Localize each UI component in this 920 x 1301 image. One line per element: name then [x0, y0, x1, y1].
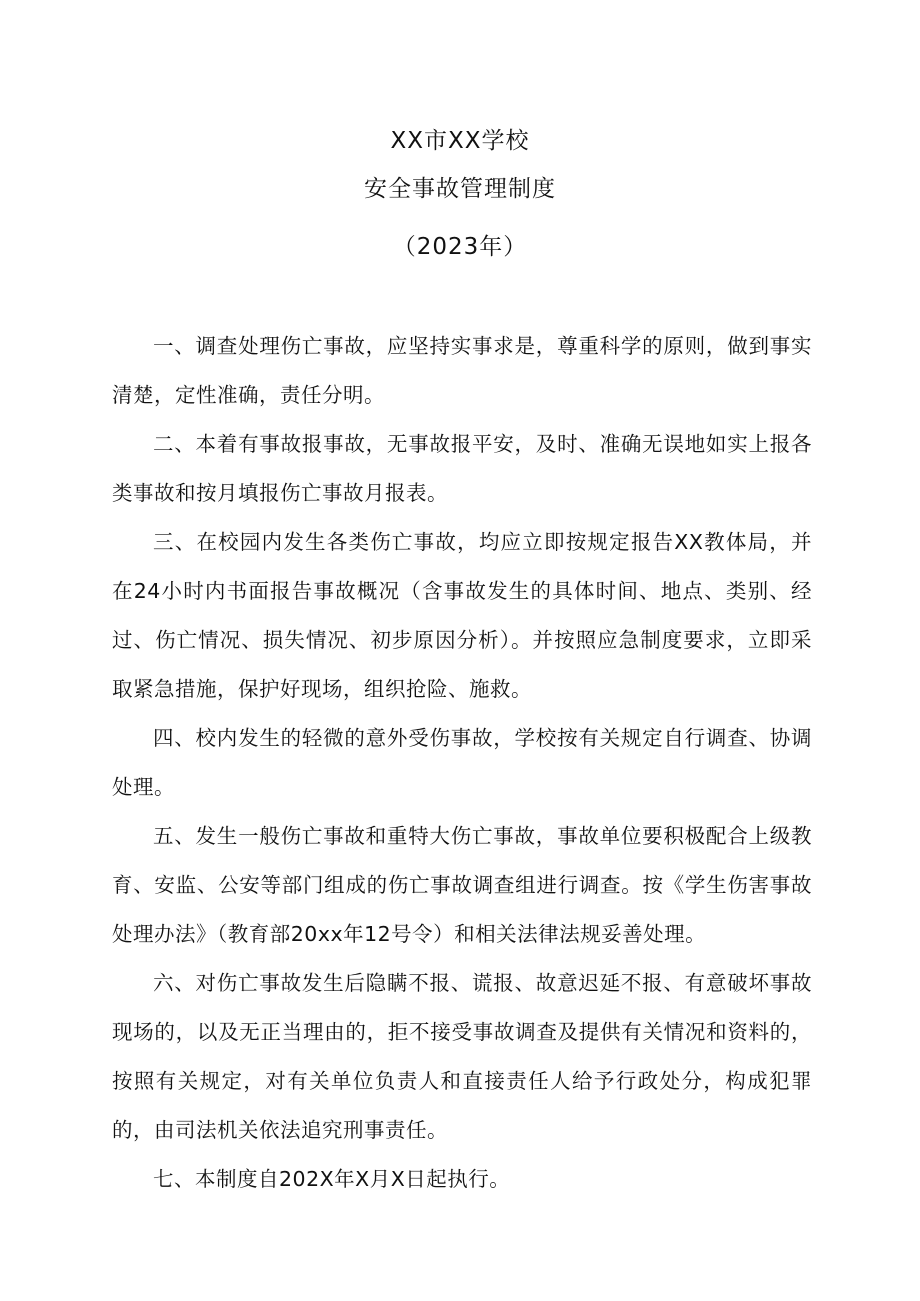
paragraph-7: 七、本制度自202X年X月X日起执行。: [153, 1167, 511, 1191]
paragraph-2: 二、本着有事故报事故，无事故报平安，及时、准确无误地如实上报各类事故和按月填报伤亡事故月报表。: [112, 432, 812, 505]
school-title: XX市XX学校: [390, 128, 530, 154]
document-year: （2023年）: [392, 234, 528, 260]
paragraph-6: 六、对伤亡事故发生后隐瞒不报、谎报、故意迟延不报、有意破坏事故现场的，以及无正当理由的，拒不接受事故调查及提供有关情况和资料的，按照有关规定，对有关单位负责人和直接责任人给予行政处分，构成犯罪的，由司法机关依法追究刑事责任。: [112, 971, 812, 1142]
paragraph-1: 一、调查处理伤亡事故，应坚持实事求是，尊重科学的原则，做到事实清楚，定性准确，责任分明。: [112, 334, 812, 407]
document-body: [112, 322, 812, 1204]
document-title-block: [0, 126, 920, 262]
paragraph-3: 三、在校园内发生各类伤亡事故，均应立即按规定报告XX教体局，并在24小时内书面报告事故概况（含事故发生的具体时间、地点、类别、经过、伤亡情况、损失情况、初步原因分析）。并按照应急制度要求，立即采取紧急措施，保护好现场，组织抢险、施救。: [112, 530, 812, 701]
paragraph-4: 四、校内发生的轻微的意外受伤事故，学校按有关规定自行调查、协调处理。: [112, 726, 812, 799]
document-title: 安全事故管理制度: [364, 176, 556, 202]
paragraph-5: 五、发生一般伤亡事故和重特大伤亡事故，事故单位要积极配合上级教育、安监、公安等部门组成的伤亡事故调查组进行调查。按《学生伤害事故处理办法》（教育部20xx年12号令）和相关法律法规妥善处理。: [112, 824, 812, 946]
